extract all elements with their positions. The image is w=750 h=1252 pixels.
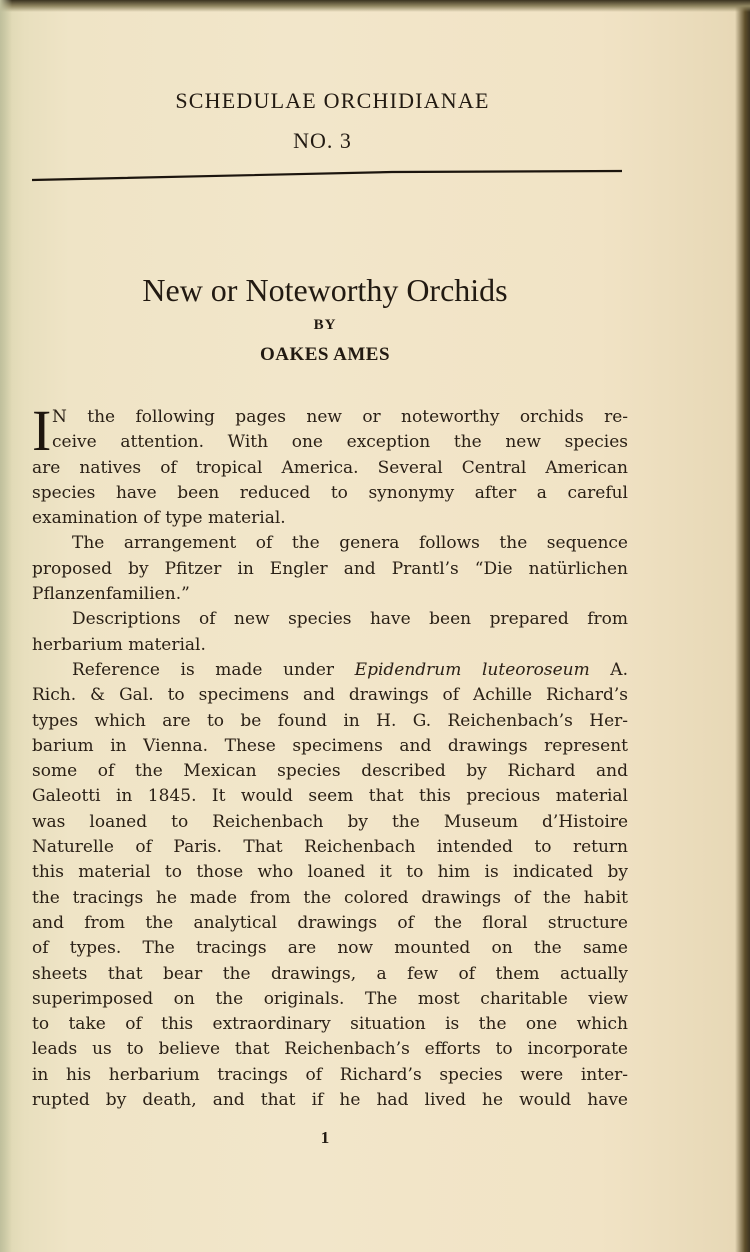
text-line: sheets that bear the drawings, a few of them actually	[32, 963, 628, 984]
author-name: OAKES AMES	[259, 344, 391, 365]
text-line: the tracings he made from the colored drawings of the habit	[32, 887, 628, 908]
paragraph-descriptions	[32, 607, 628, 658]
text-line	[32, 658, 628, 683]
text-line: proposed by Pfitzer in Engler and Prantl’s “Die natürlichen	[32, 558, 628, 579]
text-line: this material to those who loaned it to him is indicated by	[32, 862, 628, 883]
text-line: some of the Mexican species described by Richard and	[32, 761, 628, 782]
drop-cap: I	[32, 398, 52, 463]
paragraph-intro	[32, 398, 628, 531]
text-line: species have been reduced to synonymy after a careful	[32, 482, 628, 503]
text-line: herbarium material.	[32, 634, 206, 655]
text-line: Rich. & Gal. to specimens and drawings of Achille Richard’s	[32, 685, 628, 706]
text-line: was loaned to Reichenbach by the Museum d’Histoire	[32, 811, 628, 832]
text-line: leads us to believe that Reichenbach’s efforts to incorporate	[32, 1039, 628, 1060]
text-line: rupted by death, and that if he had lived he would have	[32, 1090, 628, 1111]
text-line: are natives of tropical America. Several Central American	[32, 457, 628, 478]
text-line: in his herbarium tracings of Richard’s species were inter-	[32, 1064, 628, 1085]
byline-label: BY	[313, 317, 337, 333]
text-line: to take of this extraordinary situation is the one which	[32, 1014, 628, 1035]
text-line: ceive attention. With one exception the new species	[52, 432, 628, 453]
text-run: Reference is made under	[72, 659, 355, 680]
article-title: New or Noteworthy Orchids	[142, 272, 508, 308]
text-line: N the following pages new or noteworthy orchids re-	[52, 407, 628, 427]
page-gutter-shadow	[0, 0, 12, 1252]
page-top-edge	[0, 0, 750, 12]
series-number: NO. 3	[293, 128, 352, 153]
text-run: A.	[589, 659, 628, 680]
paragraph-reference	[32, 658, 628, 1113]
running-series-title: SCHEDULAE ORCHIDIANAE	[175, 88, 490, 113]
text-line: Descriptions of new species have been prepared from	[72, 609, 628, 630]
text-line: Galeotti in 1845. It would seem that this precious material	[32, 786, 628, 807]
page-number: 1	[320, 1128, 330, 1147]
text-line: The arrangement of the genera follows the sequence	[72, 533, 628, 554]
text-line: Pflanzenfamilien.”	[32, 584, 190, 605]
text-line: Naturelle of Paris. That Reichenbach intended to return	[32, 837, 628, 858]
text-line: of types. The tracings are now mounted on the same	[32, 938, 628, 959]
text-line: and from the analytical drawings of the floral structure	[32, 912, 628, 933]
species-name: Epidendrum luteoroseum	[354, 659, 590, 680]
paragraph-arrangement	[32, 531, 628, 607]
text-line: barium in Vienna. These specimens and drawings represent	[32, 735, 628, 756]
text-line: types which are to be found in H. G. Reichenbach’s Her-	[32, 710, 628, 731]
article-body	[32, 398, 628, 1113]
header-rule	[32, 168, 622, 184]
text-line: examination of type material.	[32, 508, 286, 529]
text-line: superimposed on the originals. The most charitable view	[32, 988, 628, 1009]
